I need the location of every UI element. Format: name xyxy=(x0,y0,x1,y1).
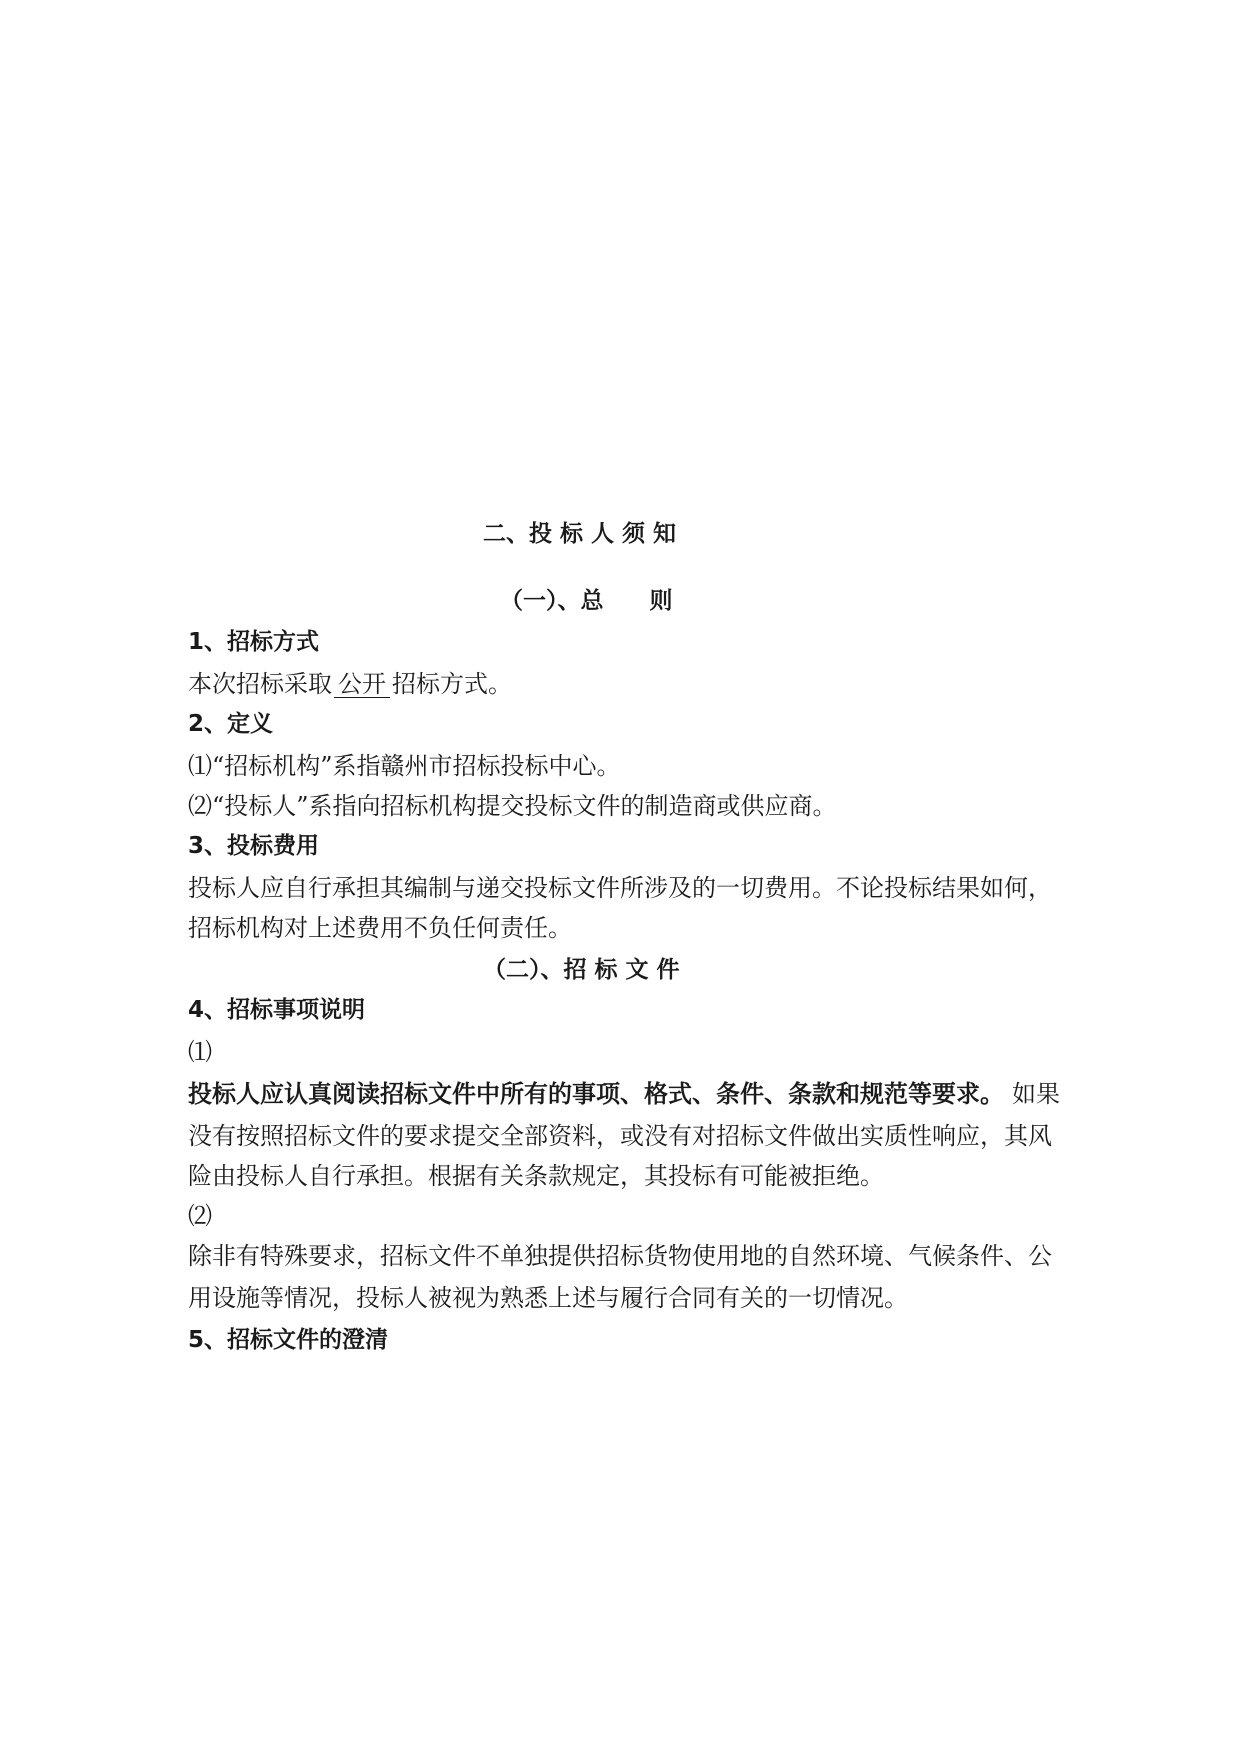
item5-heading: 5、招标文件的澄清 xyxy=(188,1327,389,1353)
documents-title: （二）、招 标 文 件 xyxy=(483,957,680,983)
item2-definition-1: ⑴“招标机构”系指赣州市招标投标中心。 xyxy=(188,752,621,780)
item4-number-1: ⑴ xyxy=(188,1038,212,1066)
item3-line-2: 招标机构对上述费用不负任何责任。 xyxy=(188,914,572,942)
item4-para1-line1 xyxy=(188,1078,1088,1110)
item1-text xyxy=(188,668,1088,700)
section-title: 二、投 标 人 须 知 xyxy=(483,521,677,547)
item2-heading: 2、定义 xyxy=(188,711,274,737)
item4-number-2: ⑵ xyxy=(188,1202,212,1230)
item4-para1-rest: 如果 xyxy=(1012,1080,1060,1108)
item4-para2-line2: 用设施等情况，投标人被视为熟悉上述与履行合同有关的一切情况。 xyxy=(188,1284,908,1312)
item1-text-before: 本次招标采取 xyxy=(188,670,332,698)
item1-method-value: 公开 xyxy=(334,671,390,698)
item4-heading: 4、招标事项说明 xyxy=(188,997,366,1023)
item3-line-1: 投标人应自行承担其编制与递交投标文件所涉及的一切费用。不论投标结果如何， xyxy=(188,874,1052,902)
item2-definition-2: ⑵“投标人”系指向招标机构提交投标文件的制造商或供应商。 xyxy=(188,792,837,820)
general-title: （一）、总 则 xyxy=(500,588,673,614)
item4-para1-bold: 投标人应认真阅读招标文件中所有的事项、格式、条件、条款和规范等要求。 xyxy=(188,1080,1004,1108)
item3-heading: 3、投标费用 xyxy=(188,833,320,859)
item1-text-after: 招标方式。 xyxy=(392,670,512,698)
item1-heading: 1、招标方式 xyxy=(188,629,320,655)
item4-para2-line1: 除非有特殊要求，招标文件不单独提供招标货物使用地的自然环境、气候条件、公 xyxy=(188,1242,1052,1270)
item4-para1-line2: 没有按照招标文件的要求提交全部资料，或没有对招标文件做出实质性响应，其风 xyxy=(188,1122,1052,1150)
item4-para1-line3: 险由投标人自行承担。根据有关条款规定，其投标有可能被拒绝。 xyxy=(188,1162,884,1190)
